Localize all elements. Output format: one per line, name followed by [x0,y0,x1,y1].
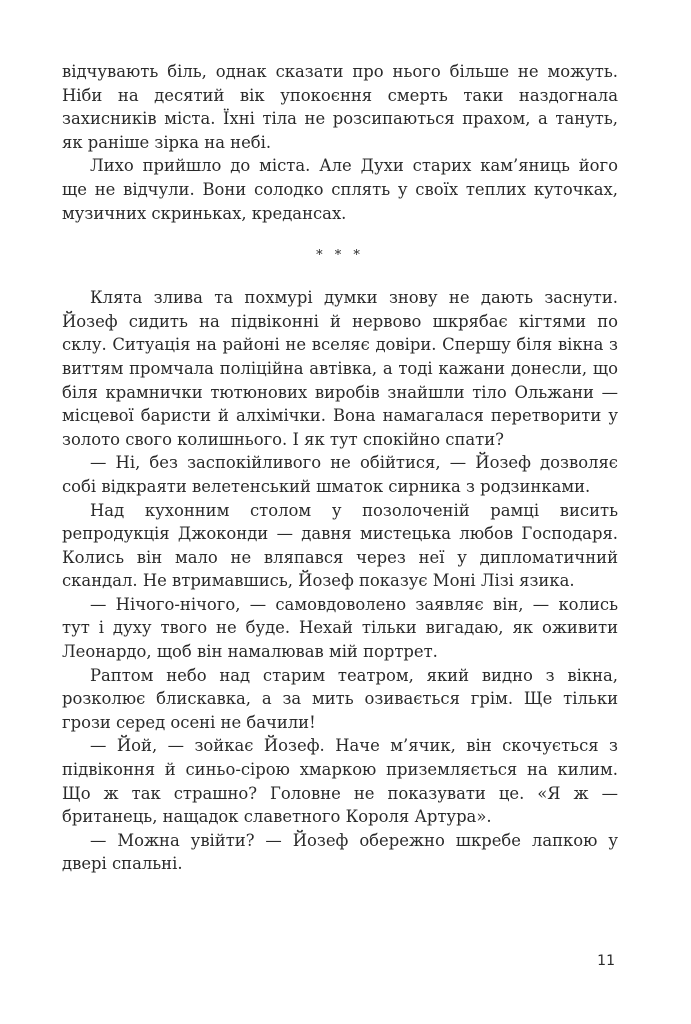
section-2 [62,286,618,876]
paragraph: — Можна увійти? — Йозеф обережно шкребе лапкою у двері спальні. [62,830,618,874]
paragraph: Клята злива та похмурі думки знову не дають заснути. Йозеф сидить на підвіконні й нервово шкрябає кігтями по склу. Ситуація на районі не вселяє довіри. Спершу біля вікна з виттям промчала поліційна автівка, а тоді кажани донесли, що біля крамнички тютюнових виробів знайшли тіло Ольжани — місцевої баристи й алхімічки. Вона намагалася перетворити у золото свого колишнього. І як тут спокійно спати? [62,288,618,449]
section-separator: * * * [316,248,364,264]
paragraph: Над кухонним столом у позолоченій рамці висить репродукція Джоконди — давня мистецька любов Господаря. Колись він мало не вляпався через неї у дипломатичний скандал. Не втримавшись, Йозеф показує Моні Лізі язика. [62,500,618,591]
paragraph: відчувають біль, однак сказати про нього більше не можуть. Ніби на десятий вік упокоєння смерть таки наздогнала захисників міста. Їхні тіла не розсипаються прахом, а тануть, як раніше зірка на небі. [62,62,618,152]
paragraph: Раптом небо над старим театром, який видно з вікна, розколює блискавка, а за мить озивається грім. Ще тільки грози серед осені не бачили! [62,665,618,732]
paragraph: Лихо прийшло до міста. Але Духи старих кам’яниць його ще не відчули. Вони солодко сплять у своїх теплих куточках, музичних скриньках, кредансах. [62,156,618,223]
page-number: 11 [597,953,615,969]
page-body [62,60,618,876]
paragraph: — Йой, — зойкає Йозеф. Наче м’ячик, він скочується з підвіконня й синьо-сірою хмаркою приземляється на килим. Що ж так страшно? Головне не показувати це. «Я ж — британець, нащадок славетного Короля Артура». [62,736,618,827]
section-1 [62,60,618,225]
paragraph: — Нічого-нічого, — самовдоволено заявляє він, — колись тут і духу твого не буде. Нехай тільки вигадаю, як оживити Леонардо, щоб він намалював мій портрет. [62,594,618,662]
paragraph: — Ні, без заспокійливого не обійтися, — Йозеф дозволяє собі відкраяти велетенський шматок сирника з родзинками. [62,453,618,496]
